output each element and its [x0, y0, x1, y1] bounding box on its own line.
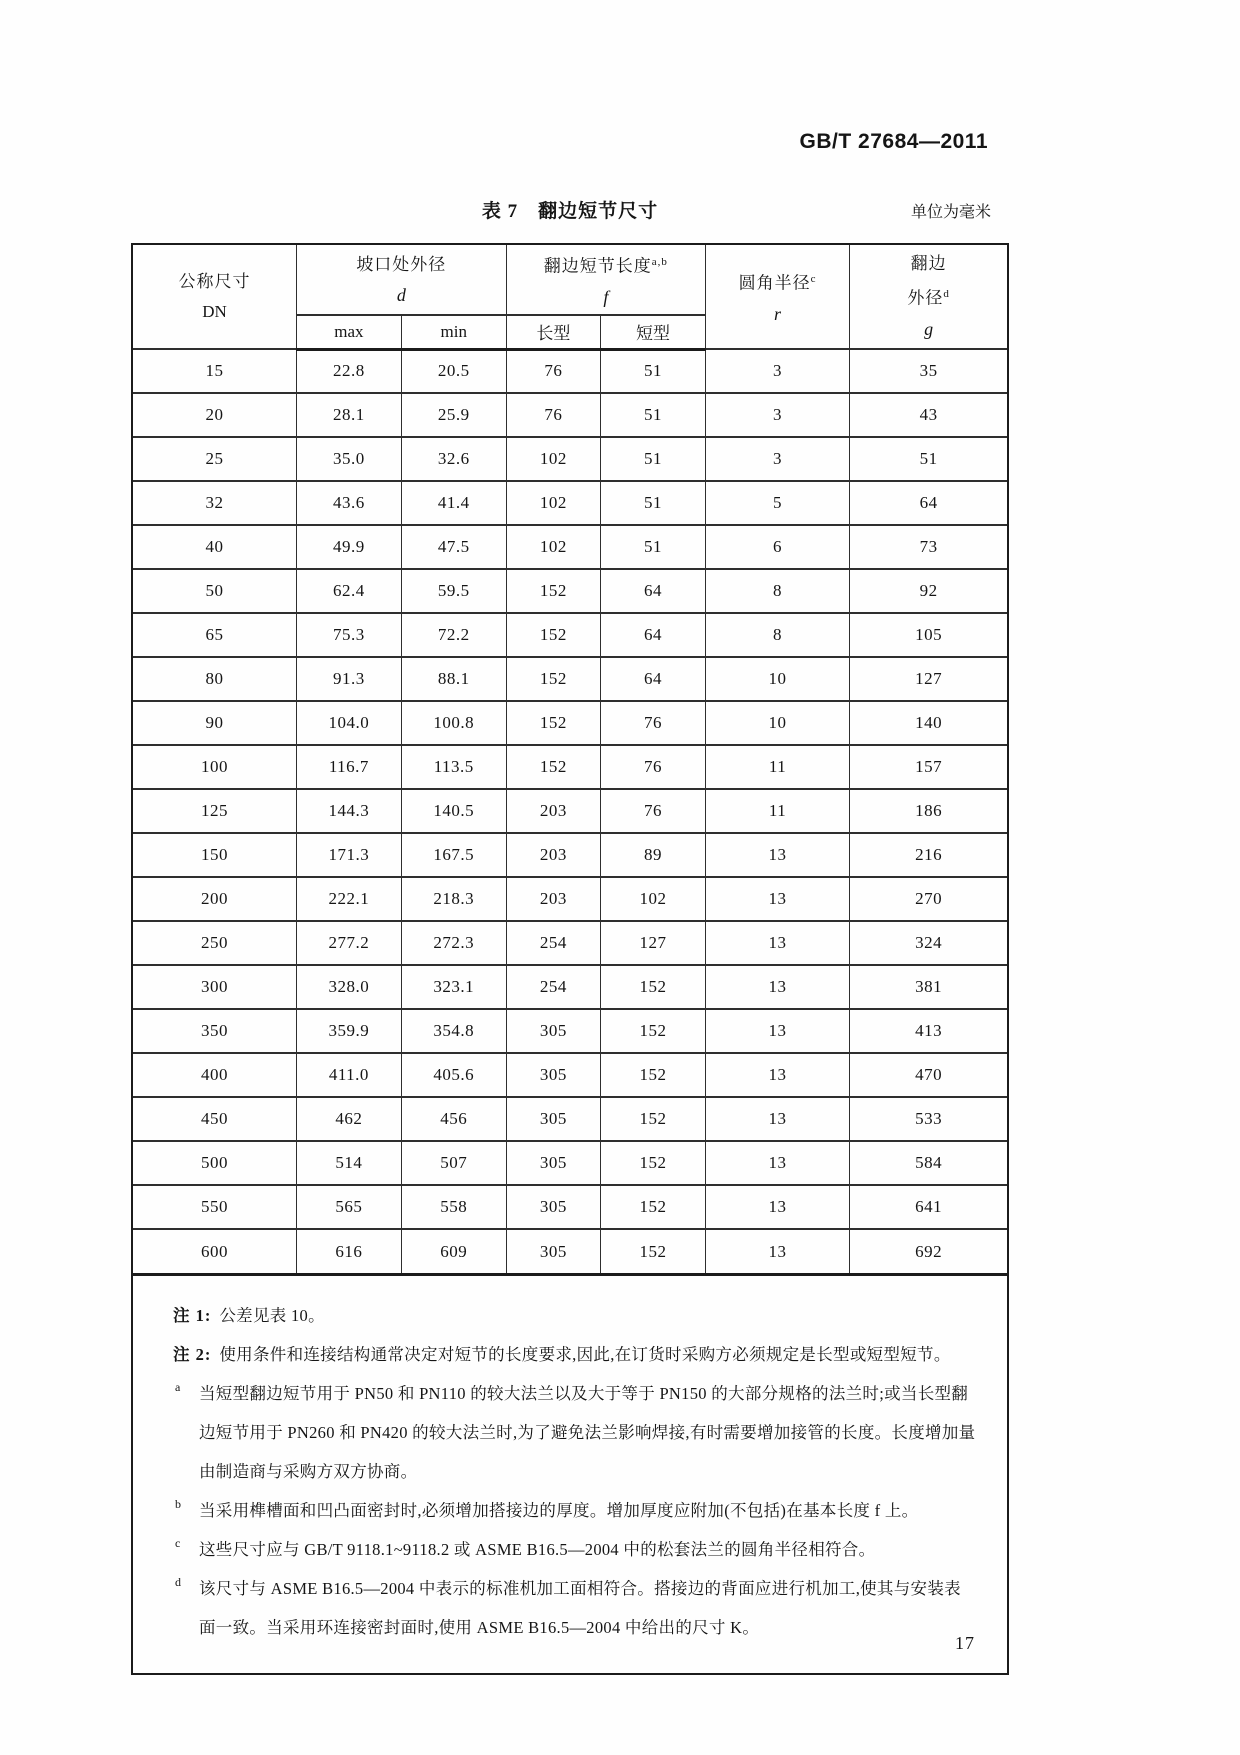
table-cell: 13 — [705, 1185, 849, 1229]
table-cell: 558 — [401, 1185, 506, 1229]
table-cell: 272.3 — [401, 921, 506, 965]
table-cell: 104.0 — [296, 701, 401, 745]
table-cell: 105 — [850, 613, 1007, 657]
table-row — [133, 1097, 1007, 1141]
dimension-table — [133, 245, 1007, 1273]
table-cell: 64 — [601, 657, 706, 701]
table-cell: 8 — [705, 613, 849, 657]
table-cell: 456 — [401, 1097, 506, 1141]
table-cell: 600 — [133, 1229, 296, 1273]
table-cell: 25.9 — [401, 393, 506, 437]
table-row — [133, 657, 1007, 701]
table-cell: 470 — [850, 1053, 1007, 1097]
note-text: 当采用榫槽面和凹凸面密封时,必须增加搭接边的厚度。增加厚度应附加(不包括)在基本长度 f 上。 — [199, 1501, 919, 1520]
table-cell: 51 — [601, 437, 706, 481]
table-cell: 565 — [296, 1185, 401, 1229]
note-marker: c — [175, 1536, 181, 1550]
table-cell: 51 — [601, 525, 706, 569]
table-row — [133, 393, 1007, 437]
table-row — [133, 877, 1007, 921]
table-note — [173, 1335, 977, 1374]
table-cell: 5 — [705, 481, 849, 525]
table-cell: 270 — [850, 877, 1007, 921]
page-number: 17 — [955, 1633, 975, 1653]
table-cell: 152 — [601, 965, 706, 1009]
table-cell: 152 — [506, 657, 600, 701]
table-row — [133, 921, 1007, 965]
table-cell: 400 — [133, 1053, 296, 1097]
header-groove-od-label: 坡口处外径 — [356, 254, 447, 274]
table-cell: 13 — [705, 833, 849, 877]
table-cell: 76 — [601, 745, 706, 789]
table-cell: 514 — [296, 1141, 401, 1185]
table-cell: 100 — [133, 745, 296, 789]
table-cell: 35 — [850, 349, 1007, 393]
table-cell: 354.8 — [401, 1009, 506, 1053]
table-cell: 152 — [601, 1185, 706, 1229]
table-cell: 10 — [705, 701, 849, 745]
table-cell: 323.1 — [401, 965, 506, 1009]
table-cell: 305 — [506, 1009, 600, 1053]
table-cell: 186 — [850, 789, 1007, 833]
header-fillet-radius-symbol: r — [774, 303, 782, 324]
table-cell: 300 — [133, 965, 296, 1009]
table-footnote — [173, 1530, 977, 1569]
table-cell: 92 — [850, 569, 1007, 613]
table-header — [133, 245, 1007, 349]
table-cell: 450 — [133, 1097, 296, 1141]
note-text: 使用条件和连接结构通常决定对短节的长度要求,因此,在订货时采购方必须规定是长型或短型短节。 — [219, 1345, 951, 1364]
table-cell: 13 — [705, 965, 849, 1009]
table-row — [133, 965, 1007, 1009]
header-stub-length-label: 翻边短节长度$^{a,b}$ — [543, 256, 668, 276]
table-cell: 6 — [705, 525, 849, 569]
table-cell: 89 — [601, 833, 706, 877]
table-cell: 152 — [506, 701, 600, 745]
footnote-ref-d: d — [943, 288, 950, 301]
header-nominal-size — [133, 245, 296, 349]
table-cell: 50 — [133, 569, 296, 613]
table-cell: 150 — [133, 833, 296, 877]
table-cell: 76 — [601, 789, 706, 833]
table-cell: 43 — [850, 393, 1007, 437]
table-cell: 222.1 — [296, 877, 401, 921]
table-cell: 32.6 — [401, 437, 506, 481]
table-cell: 609 — [401, 1229, 506, 1273]
table-cell: 167.5 — [401, 833, 506, 877]
table-cell: 507 — [401, 1141, 506, 1185]
note-text: 这些尺寸应与 GB/T 9118.1~9118.2 或 ASME B16.5—2004 中的松套法兰的圆角半径相符合。 — [199, 1540, 876, 1559]
table-cell: 76 — [601, 701, 706, 745]
table-row — [133, 437, 1007, 481]
table-cell: 125 — [133, 789, 296, 833]
table-cell: 102 — [506, 437, 600, 481]
table-cell: 10 — [705, 657, 849, 701]
table-cell: 64 — [601, 569, 706, 613]
table-cell: 20 — [133, 393, 296, 437]
table-cell: 64 — [850, 481, 1007, 525]
table-cell: 102 — [506, 481, 600, 525]
table-cell: 13 — [705, 877, 849, 921]
header-max: max — [296, 315, 401, 349]
table-cell: 152 — [506, 569, 600, 613]
table-cell: 75.3 — [296, 613, 401, 657]
table-cell: 254 — [506, 921, 600, 965]
table-footnote — [173, 1491, 977, 1530]
notes — [133, 1273, 1007, 1673]
header-min: min — [401, 315, 506, 349]
table-cell: 64 — [601, 613, 706, 657]
table-cell: 51 — [601, 349, 706, 393]
table-row — [133, 525, 1007, 569]
footnote-ref-c: c — [810, 273, 817, 286]
table-cell: 152 — [601, 1009, 706, 1053]
table-cell: 203 — [506, 877, 600, 921]
table-cell: 22.8 — [296, 349, 401, 393]
table-cell: 11 — [705, 745, 849, 789]
table-cell: 51 — [850, 437, 1007, 481]
table-row — [133, 613, 1007, 657]
header-groove-od — [296, 245, 506, 315]
table-cell: 11 — [705, 789, 849, 833]
table-cell: 49.9 — [296, 525, 401, 569]
table-cell: 51 — [601, 481, 706, 525]
table-cell: 152 — [601, 1229, 706, 1273]
table-cell: 616 — [296, 1229, 401, 1273]
table-row — [133, 1185, 1007, 1229]
header-long-type: 长型 — [506, 315, 600, 349]
table-cell: 76 — [506, 393, 600, 437]
note-text: 公差见表 10。 — [219, 1306, 325, 1325]
table-cell: 91.3 — [296, 657, 401, 701]
table-cell: 102 — [506, 525, 600, 569]
table-cell: 324 — [850, 921, 1007, 965]
header-flange-od — [850, 245, 1007, 349]
table-note — [173, 1296, 977, 1335]
header-fillet-radius — [705, 245, 849, 349]
table-row — [133, 789, 1007, 833]
table-cell: 381 — [850, 965, 1007, 1009]
table-cell: 20.5 — [401, 349, 506, 393]
header-stub-length-symbol: f — [603, 286, 609, 307]
table-cell: 72.2 — [401, 613, 506, 657]
table-cell: 152 — [506, 613, 600, 657]
header-flange-od-label-2: 外径$^d$ — [907, 288, 950, 308]
dimension-table-frame — [131, 243, 1009, 1675]
note-text: 当短型翻边短节用于 PN50 和 PN110 的较大法兰以及大于等于 PN150 的大部分规格的法兰时;或当长型翻边短节用于 PN260 和 PN420 的较大法兰时,为了避免法兰影响焊接,有时需要增加接管的长度。长度增加量由制造商与采购方双方协商。 — [199, 1384, 976, 1481]
table-row — [133, 1053, 1007, 1097]
table-cell: 32 — [133, 481, 296, 525]
table-cell: 171.3 — [296, 833, 401, 877]
table-cell: 73 — [850, 525, 1007, 569]
note-marker: 注 2: — [173, 1345, 212, 1364]
note-marker: 注 1: — [173, 1306, 212, 1325]
table-cell: 250 — [133, 921, 296, 965]
table-cell: 76 — [506, 349, 600, 393]
header-nominal-size-symbol: DN — [202, 301, 227, 321]
table-cell: 140 — [850, 701, 1007, 745]
table-cell: 411.0 — [296, 1053, 401, 1097]
table-cell: 3 — [705, 437, 849, 481]
table-cell: 90 — [133, 701, 296, 745]
table-cell: 218.3 — [401, 877, 506, 921]
table-caption-row — [131, 196, 1009, 226]
table-cell: 15 — [133, 349, 296, 393]
table-cell: 47.5 — [401, 525, 506, 569]
table-cell: 305 — [506, 1053, 600, 1097]
table-cell: 13 — [705, 1229, 849, 1273]
table-cell: 584 — [850, 1141, 1007, 1185]
table-row — [133, 1141, 1007, 1185]
table-row — [133, 701, 1007, 745]
table-cell: 3 — [705, 349, 849, 393]
table-row — [133, 569, 1007, 613]
table-cell: 200 — [133, 877, 296, 921]
table-caption: 表 7 翻边短节尺寸 — [481, 201, 659, 222]
table-cell: 28.1 — [296, 393, 401, 437]
table-cell: 641 — [850, 1185, 1007, 1229]
unit-label: 单位为毫米 — [910, 204, 991, 221]
header-short-type: 短型 — [601, 315, 706, 349]
table-cell: 203 — [506, 789, 600, 833]
table-cell: 359.9 — [296, 1009, 401, 1053]
table-row — [133, 1229, 1007, 1273]
table-cell: 550 — [133, 1185, 296, 1229]
table-row — [133, 349, 1007, 393]
table-cell: 152 — [601, 1053, 706, 1097]
table-cell: 305 — [506, 1097, 600, 1141]
table-cell: 13 — [705, 921, 849, 965]
note-marker: a — [175, 1380, 181, 1394]
table-cell: 254 — [506, 965, 600, 1009]
table-cell: 350 — [133, 1009, 296, 1053]
table-cell: 25 — [133, 437, 296, 481]
table-cell: 127 — [850, 657, 1007, 701]
table-cell: 13 — [705, 1097, 849, 1141]
table-cell: 216 — [850, 833, 1007, 877]
table-cell: 533 — [850, 1097, 1007, 1141]
table-row — [133, 481, 1007, 525]
table-row — [133, 833, 1007, 877]
note-marker: d — [175, 1575, 181, 1589]
table-cell: 102 — [601, 877, 706, 921]
table-cell: 43.6 — [296, 481, 401, 525]
table-cell: 127 — [601, 921, 706, 965]
table-cell: 51 — [601, 393, 706, 437]
table-cell: 157 — [850, 745, 1007, 789]
table-cell: 100.8 — [401, 701, 506, 745]
table-cell: 328.0 — [296, 965, 401, 1009]
table-cell: 692 — [850, 1229, 1007, 1273]
table-cell: 13 — [705, 1053, 849, 1097]
table-cell: 203 — [506, 833, 600, 877]
table-cell: 500 — [133, 1141, 296, 1185]
note-text: 该尺寸与 ASME B16.5—2004 中表示的标准机加工面相符合。搭接边的背面应进行机加工,使其与安装表面一致。当采用环连接密封面时,使用 ASME B16.5—2004 中给出的尺寸 K。 — [199, 1579, 961, 1637]
table-row — [133, 745, 1007, 789]
table-cell: 277.2 — [296, 921, 401, 965]
table-cell: 88.1 — [401, 657, 506, 701]
table-cell: 144.3 — [296, 789, 401, 833]
table-cell: 13 — [705, 1009, 849, 1053]
footnote-ref-ab: a,b — [651, 256, 668, 269]
header-flange-od-label-1: 翻边 — [910, 254, 947, 274]
note-marker: b — [175, 1497, 181, 1511]
table-cell: 413 — [850, 1009, 1007, 1053]
header-nominal-size-label: 公称尺寸 — [178, 271, 251, 291]
header-fillet-radius-label: 圆角半径$^c$ — [738, 273, 817, 293]
table-cell: 116.7 — [296, 745, 401, 789]
table-cell: 13 — [705, 1141, 849, 1185]
table-cell: 41.4 — [401, 481, 506, 525]
table-cell: 35.0 — [296, 437, 401, 481]
table-cell: 113.5 — [401, 745, 506, 789]
table-cell: 140.5 — [401, 789, 506, 833]
table-cell: 80 — [133, 657, 296, 701]
table-cell: 152 — [601, 1097, 706, 1141]
header-stub-length — [506, 245, 705, 315]
table-cell: 65 — [133, 613, 296, 657]
table-cell: 152 — [601, 1141, 706, 1185]
table-footnote — [173, 1569, 977, 1647]
table-footnote — [173, 1374, 977, 1491]
table-row — [133, 1009, 1007, 1053]
table-cell: 40 — [133, 525, 296, 569]
table-cell: 405.6 — [401, 1053, 506, 1097]
table-cell: 59.5 — [401, 569, 506, 613]
table-cell: 152 — [506, 745, 600, 789]
standard-number: GB/T 27684—2011 — [799, 130, 988, 153]
table-cell: 305 — [506, 1185, 600, 1229]
table-body — [133, 349, 1007, 1273]
table-cell: 462 — [296, 1097, 401, 1141]
table-cell: 3 — [705, 393, 849, 437]
header-groove-od-symbol: d — [396, 284, 406, 305]
table-cell: 305 — [506, 1229, 600, 1273]
table-cell: 8 — [705, 569, 849, 613]
table-cell: 62.4 — [296, 569, 401, 613]
table-cell: 305 — [506, 1141, 600, 1185]
header-flange-od-symbol: g — [924, 318, 934, 339]
